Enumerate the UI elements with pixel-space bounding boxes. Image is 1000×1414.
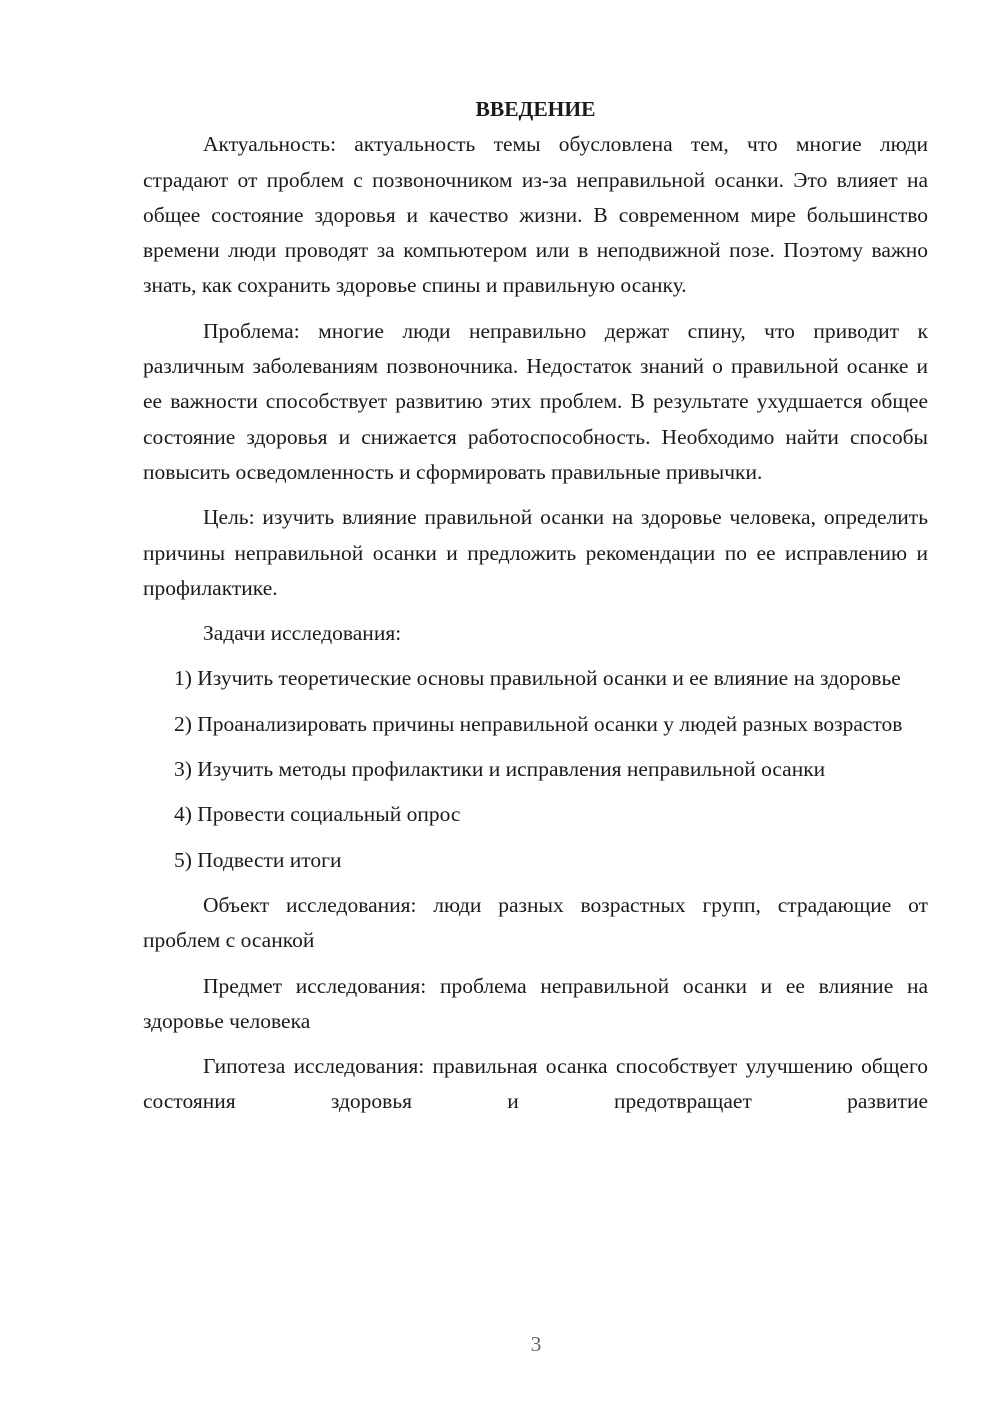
task-item-5: 5) Подвести итоги [174,847,342,872]
task-item-1: 1) Изучить теоретические основы правильной осанки и ее влияние на здоровье [174,666,901,691]
object-paragraph: Объект исследования: люди разных возрастных групп, страдающие от проблем с осанкой [143,892,928,953]
subject-paragraph: Предмет исследования: проблема неправильной осанки и ее влияние на здоровье человека [143,973,928,1033]
tasks-heading: Задачи исследования: [203,621,402,646]
document-page [143,92,928,1130]
problem-paragraph: Проблема: многие люди неправильно держат спину, что приводит к различным заболеваниям позвоночника. Недостаток знаний о правильной осанке и ее важности способствует развитию этих проблем. В результате ухудшается общее состояние здоровья и снижается работоспособность. Необходимо найти способы повысить осведомленность и сформировать правильные привычки. [143,318,928,484]
task-item-4: 4) Провести социальный опрос [174,802,461,827]
task-item-3: 3) Изучить методы профилактики и исправления неправильной осанки [174,757,826,782]
task-item-2: 2) Проанализировать причины неправильной осанки у людей разных возрастов [174,711,903,736]
goal-paragraph: Цель: изучить влияние правильной осанки на здоровье человека, определить причины неправильной осанки и предложить рекомендации по ее исправлению и профилактике. [143,505,928,600]
page-number: 3 [530,1332,542,1356]
relevance-paragraph: Актуальность: актуальность темы обусловлена тем, что многие люди страдают от проблем с позвоночником из-за неправильной осанки. Это влияет на общее состояние здоровья и качество жизни. В современном мире большинство времени люди проводят за компьютером или в неподвижной позе. Поэтому важно знать, как сохранить здоровье спины и правильную осанку. [143,132,928,298]
hypothesis-paragraph: Гипотеза исследования: правильная осанка способствует улучшению общего состояния здоровья и предотвращает развитие [143,1054,928,1114]
section-title: ВВЕДЕНИЕ [475,97,596,121]
